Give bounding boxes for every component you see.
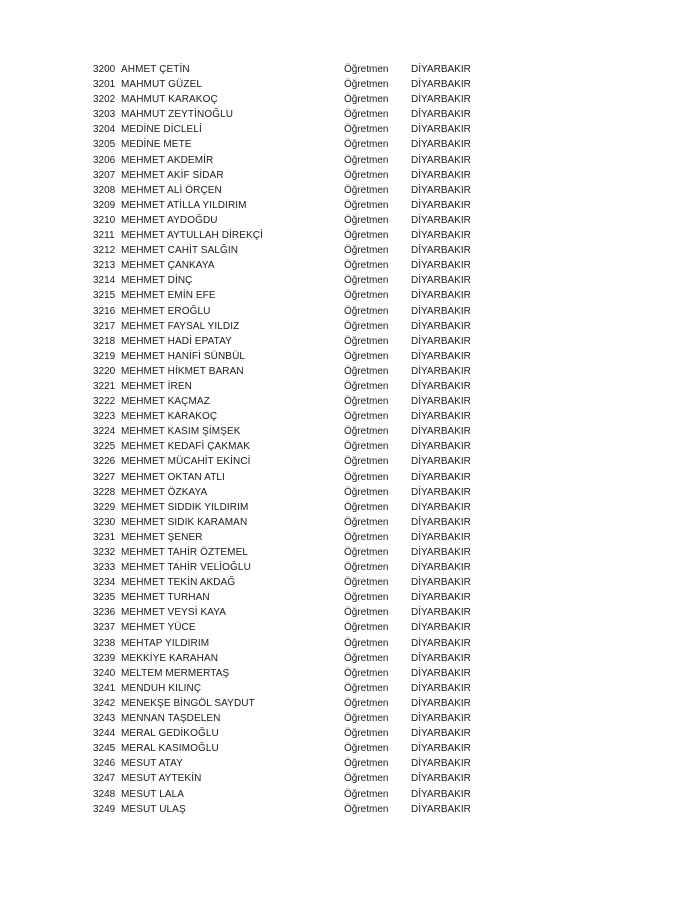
person-role: Öğretmen bbox=[344, 607, 389, 619]
list-row bbox=[0, 92, 700, 107]
person-city: DİYARBAKIR bbox=[411, 592, 471, 604]
row-number: 3206 bbox=[93, 154, 116, 166]
row-number: 3249 bbox=[93, 803, 116, 815]
person-name: MEDİNE DİCLELİ bbox=[121, 124, 202, 136]
list-row bbox=[0, 334, 700, 349]
list-row bbox=[0, 711, 700, 726]
person-city: DİYARBAKIR bbox=[411, 350, 471, 362]
person-role: Öğretmen bbox=[344, 456, 389, 468]
person-role: Öğretmen bbox=[344, 471, 389, 483]
person-name: MEHMET HADİ EPATAY bbox=[121, 335, 232, 347]
person-city: DİYARBAKIR bbox=[411, 275, 471, 287]
person-name: MAHMUT GÜZEL bbox=[121, 79, 203, 91]
person-name: MEHMET ŞENER bbox=[121, 531, 203, 543]
row-number: 3219 bbox=[93, 350, 116, 362]
list-row bbox=[0, 319, 700, 334]
row-number: 3243 bbox=[93, 713, 116, 725]
person-name: AHMET ÇETİN bbox=[121, 64, 190, 75]
person-name: MESUT ULAŞ bbox=[121, 803, 186, 815]
person-role: Öğretmen bbox=[344, 245, 389, 257]
list-row bbox=[0, 545, 700, 560]
list-row bbox=[0, 681, 700, 696]
list-row bbox=[0, 304, 700, 319]
person-city: DİYARBAKIR bbox=[411, 411, 471, 423]
row-number: 3238 bbox=[93, 637, 116, 649]
row-number: 3231 bbox=[93, 531, 116, 543]
row-number: 3247 bbox=[93, 773, 116, 785]
person-role: Öğretmen bbox=[344, 743, 389, 755]
person-city: DİYARBAKIR bbox=[411, 743, 471, 755]
row-number: 3226 bbox=[93, 456, 116, 468]
list-row bbox=[0, 560, 700, 575]
row-number: 3216 bbox=[93, 305, 116, 317]
list-row bbox=[0, 605, 700, 620]
list-row bbox=[0, 741, 700, 756]
row-number: 3237 bbox=[93, 622, 116, 634]
list-row bbox=[0, 349, 700, 364]
person-name: MEHMET MÜCAHİT EKİNCİ bbox=[121, 456, 251, 468]
person-role: Öğretmen bbox=[344, 562, 389, 574]
row-number: 3241 bbox=[93, 682, 116, 694]
person-name: MEHMET ALİ ÖRÇEN bbox=[121, 184, 222, 196]
person-city: DİYARBAKIR bbox=[411, 728, 471, 740]
list-row bbox=[0, 636, 700, 651]
person-city: DİYARBAKIR bbox=[411, 396, 471, 408]
person-role: Öğretmen bbox=[344, 79, 389, 91]
list-row bbox=[0, 696, 700, 711]
person-role: Öğretmen bbox=[344, 124, 389, 136]
person-city: DİYARBAKIR bbox=[411, 607, 471, 619]
row-number: 3246 bbox=[93, 758, 116, 770]
person-name: MEKKİYE KARAHAN bbox=[121, 652, 219, 664]
person-city: DİYARBAKIR bbox=[411, 79, 471, 91]
person-city: DİYARBAKIR bbox=[411, 320, 471, 332]
list-row bbox=[0, 122, 700, 137]
list-row bbox=[0, 62, 700, 77]
person-city: DİYARBAKIR bbox=[411, 803, 471, 815]
person-name: MEHMET KARAKOÇ bbox=[121, 411, 218, 423]
person-city: DİYARBAKIR bbox=[411, 486, 471, 498]
person-role: Öğretmen bbox=[344, 396, 389, 408]
list-row bbox=[0, 651, 700, 666]
person-role: Öğretmen bbox=[344, 411, 389, 423]
row-number: 3211 bbox=[93, 230, 115, 242]
row-number: 3230 bbox=[93, 516, 116, 528]
row-number: 3229 bbox=[93, 501, 116, 513]
person-name: MEHMET AYDOĞDU bbox=[121, 214, 218, 226]
row-number: 3203 bbox=[93, 109, 116, 121]
person-role: Öğretmen bbox=[344, 773, 389, 785]
row-number: 3220 bbox=[93, 365, 116, 377]
person-name: MEHMET TURHAN bbox=[121, 592, 210, 604]
person-city: DİYARBAKIR bbox=[411, 441, 471, 453]
person-role: Öğretmen bbox=[344, 713, 389, 725]
person-city: DİYARBAKIR bbox=[411, 124, 471, 136]
row-number: 3235 bbox=[93, 592, 116, 604]
person-role: Öğretmen bbox=[344, 184, 389, 196]
person-city: DİYARBAKIR bbox=[411, 667, 471, 679]
person-city: DİYARBAKIR bbox=[411, 788, 471, 800]
person-name: MEHMET VEYSİ KAYA bbox=[121, 607, 227, 619]
row-number: 3236 bbox=[93, 607, 116, 619]
person-role: Öğretmen bbox=[344, 139, 389, 151]
person-name: MEHMET YÜCE bbox=[121, 622, 196, 634]
list-row bbox=[0, 137, 700, 152]
person-name: MAHMUT KARAKOÇ bbox=[121, 94, 218, 106]
list-row bbox=[0, 213, 700, 228]
person-city: DİYARBAKIR bbox=[411, 773, 471, 785]
row-number: 3224 bbox=[93, 426, 116, 438]
person-city: DİYARBAKIR bbox=[411, 184, 471, 196]
list-row bbox=[0, 288, 700, 303]
person-city: DİYARBAKIR bbox=[411, 562, 471, 574]
person-role: Öğretmen bbox=[344, 622, 389, 634]
person-city: DİYARBAKIR bbox=[411, 365, 471, 377]
person-name: MERAL KASIMOĞLU bbox=[121, 743, 219, 755]
person-name: MEHMET EROĞLU bbox=[121, 305, 211, 317]
list-row bbox=[0, 107, 700, 122]
person-role: Öğretmen bbox=[344, 592, 389, 604]
list-row bbox=[0, 454, 700, 469]
person-city: DİYARBAKIR bbox=[411, 456, 471, 468]
person-city: DİYARBAKIR bbox=[411, 335, 471, 347]
person-name: MENDUH KILINÇ bbox=[121, 682, 202, 694]
person-name: MEHMET SIDIK KARAMAN bbox=[121, 516, 248, 528]
list-row bbox=[0, 409, 700, 424]
person-role: Öğretmen bbox=[344, 169, 389, 181]
person-role: Öğretmen bbox=[344, 547, 389, 558]
row-number: 3210 bbox=[93, 214, 116, 226]
row-number: 3204 bbox=[93, 124, 116, 136]
person-city: DİYARBAKIR bbox=[411, 380, 471, 392]
person-city: DİYARBAKIR bbox=[411, 501, 471, 513]
person-city: DİYARBAKIR bbox=[411, 260, 471, 272]
list-row bbox=[0, 198, 700, 213]
list-row bbox=[0, 424, 700, 439]
person-name: MEHMET ÇANKAYA bbox=[121, 260, 215, 272]
list-row bbox=[0, 620, 700, 635]
person-city: DİYARBAKIR bbox=[411, 547, 471, 558]
list-row bbox=[0, 394, 700, 409]
row-number: 3242 bbox=[93, 697, 116, 709]
person-name: MEHMET KAÇMAZ bbox=[121, 396, 210, 408]
list-row bbox=[0, 439, 700, 454]
person-name: MEHMET KASIM ŞİMŞEK bbox=[121, 426, 241, 438]
person-name: MEDİNE METE bbox=[121, 139, 192, 151]
row-number: 3232 bbox=[93, 547, 116, 558]
list-row bbox=[0, 515, 700, 530]
person-name: MERAL GEDİKOĞLU bbox=[121, 728, 219, 740]
list-row bbox=[0, 726, 700, 741]
list-row bbox=[0, 183, 700, 198]
person-role: Öğretmen bbox=[344, 803, 389, 815]
person-city: DİYARBAKIR bbox=[411, 713, 471, 725]
person-name: MEHMET HİKMET BARAN bbox=[121, 365, 244, 377]
person-name: MESUT LALA bbox=[121, 788, 185, 800]
person-city: DİYARBAKIR bbox=[411, 169, 471, 181]
person-role: Öğretmen bbox=[344, 64, 389, 75]
row-number: 3228 bbox=[93, 486, 116, 498]
row-number: 3214 bbox=[93, 275, 116, 287]
person-role: Öğretmen bbox=[344, 320, 389, 332]
list-row bbox=[0, 258, 700, 273]
person-city: DİYARBAKIR bbox=[411, 230, 471, 242]
row-number: 3245 bbox=[93, 743, 116, 755]
list-row bbox=[0, 273, 700, 288]
row-number: 3244 bbox=[93, 728, 116, 740]
person-city: DİYARBAKIR bbox=[411, 637, 471, 649]
person-city: DİYARBAKIR bbox=[411, 290, 471, 302]
list-row bbox=[0, 771, 700, 786]
list-row bbox=[0, 500, 700, 515]
list-row bbox=[0, 168, 700, 183]
row-number: 3221 bbox=[93, 380, 116, 392]
list-row bbox=[0, 77, 700, 92]
person-name: MELTEM MERMERTAŞ bbox=[121, 667, 230, 679]
person-role: Öğretmen bbox=[344, 290, 389, 302]
person-city: DİYARBAKIR bbox=[411, 426, 471, 438]
row-number: 3234 bbox=[93, 577, 116, 589]
person-name: MESUT ATAY bbox=[121, 758, 183, 770]
person-role: Öğretmen bbox=[344, 305, 389, 317]
row-number: 3207 bbox=[93, 169, 116, 181]
list-row bbox=[0, 802, 700, 817]
person-city: DİYARBAKIR bbox=[411, 154, 471, 166]
person-name: MEHMET SIDDIK YILDIRIM bbox=[121, 501, 249, 513]
person-city: DİYARBAKIR bbox=[411, 516, 471, 528]
row-number: 3239 bbox=[93, 652, 116, 664]
list-row bbox=[0, 530, 700, 545]
person-role: Öğretmen bbox=[344, 637, 389, 649]
row-number: 3200 bbox=[93, 64, 116, 75]
list-row bbox=[0, 243, 700, 258]
row-number: 3223 bbox=[93, 411, 116, 423]
person-name: MEHMET AYTULLAH DİREKÇİ bbox=[121, 230, 263, 242]
row-number: 3209 bbox=[93, 199, 116, 211]
person-city: DİYARBAKIR bbox=[411, 652, 471, 664]
person-role: Öğretmen bbox=[344, 577, 389, 589]
person-name: MENNAN TAŞDELEN bbox=[121, 713, 221, 725]
person-city: DİYARBAKIR bbox=[411, 64, 471, 75]
person-city: DİYARBAKIR bbox=[411, 471, 471, 483]
row-number: 3215 bbox=[93, 290, 116, 302]
person-role: Öğretmen bbox=[344, 486, 389, 498]
person-city: DİYARBAKIR bbox=[411, 758, 471, 770]
row-number: 3222 bbox=[93, 396, 116, 408]
person-role: Öğretmen bbox=[344, 365, 389, 377]
list-row bbox=[0, 485, 700, 500]
list-row bbox=[0, 364, 700, 379]
person-name: MEHMET TAHİR ÖZTEMEL bbox=[121, 547, 249, 558]
row-number: 3201 bbox=[93, 79, 116, 91]
person-name: MEHMET TAHİR VELİOĞLU bbox=[121, 562, 251, 574]
person-role: Öğretmen bbox=[344, 380, 389, 392]
person-role: Öğretmen bbox=[344, 275, 389, 287]
person-name: MEHTAP YILDIRIM bbox=[121, 637, 210, 649]
person-city: DİYARBAKIR bbox=[411, 109, 471, 121]
row-number: 3233 bbox=[93, 562, 116, 574]
person-name: MAHMUT ZEYTİNOĞLU bbox=[121, 109, 234, 121]
person-name: MEHMET İREN bbox=[121, 380, 192, 392]
person-name: MEHMET ÖZKAYA bbox=[121, 486, 208, 498]
row-number: 3227 bbox=[93, 471, 116, 483]
row-number: 3205 bbox=[93, 139, 116, 151]
row-number: 3212 bbox=[93, 245, 116, 257]
person-city: DİYARBAKIR bbox=[411, 697, 471, 709]
person-name: MEHMET EMİN EFE bbox=[121, 290, 216, 302]
person-city: DİYARBAKIR bbox=[411, 531, 471, 543]
person-name: MEHMET DİNÇ bbox=[121, 275, 193, 287]
person-role: Öğretmen bbox=[344, 758, 389, 770]
person-city: DİYARBAKIR bbox=[411, 305, 471, 317]
row-number: 3213 bbox=[93, 260, 116, 272]
list-row bbox=[0, 470, 700, 485]
person-role: Öğretmen bbox=[344, 214, 389, 226]
person-city: DİYARBAKIR bbox=[411, 214, 471, 226]
person-name: MEHMET ATİLLA YILDIRIM bbox=[121, 199, 247, 211]
list-row bbox=[0, 787, 700, 802]
person-name: MEHMET HANİFİ SÜNBÜL bbox=[121, 350, 246, 362]
person-role: Öğretmen bbox=[344, 697, 389, 709]
list-row bbox=[0, 379, 700, 394]
person-name: MEHMET AKİF SİDAR bbox=[121, 169, 224, 181]
person-city: DİYARBAKIR bbox=[411, 682, 471, 694]
person-role: Öğretmen bbox=[344, 788, 389, 800]
person-role: Öğretmen bbox=[344, 154, 389, 166]
row-number: 3217 bbox=[93, 320, 116, 332]
person-role: Öğretmen bbox=[344, 728, 389, 740]
person-role: Öğretmen bbox=[344, 501, 389, 513]
person-city: DİYARBAKIR bbox=[411, 94, 471, 106]
person-name: MEHMET TEKİN AKDAĞ bbox=[121, 577, 236, 589]
person-role: Öğretmen bbox=[344, 441, 389, 453]
list-row bbox=[0, 590, 700, 605]
list-row bbox=[0, 228, 700, 243]
list-row bbox=[0, 756, 700, 771]
person-role: Öğretmen bbox=[344, 682, 389, 694]
list-row bbox=[0, 666, 700, 681]
person-name: MEHMET AKDEMİR bbox=[121, 154, 214, 166]
row-number: 3208 bbox=[93, 184, 116, 196]
person-role: Öğretmen bbox=[344, 230, 389, 242]
person-name: MESUT AYTEKİN bbox=[121, 773, 202, 785]
person-role: Öğretmen bbox=[344, 94, 389, 106]
row-number: 3240 bbox=[93, 667, 116, 679]
person-role: Öğretmen bbox=[344, 199, 389, 211]
person-role: Öğretmen bbox=[344, 260, 389, 272]
person-name: MEHMET OKTAN ATLI bbox=[121, 471, 225, 483]
person-city: DİYARBAKIR bbox=[411, 245, 471, 257]
person-role: Öğretmen bbox=[344, 516, 389, 528]
row-number: 3248 bbox=[93, 788, 116, 800]
row-number: 3225 bbox=[93, 441, 116, 453]
person-name: MEHMET CAHİT SALĞIN bbox=[121, 245, 239, 257]
personnel-list bbox=[0, 62, 700, 817]
list-row bbox=[0, 575, 700, 590]
person-role: Öğretmen bbox=[344, 109, 389, 121]
list-row bbox=[0, 153, 700, 168]
person-role: Öğretmen bbox=[344, 531, 389, 543]
person-name: MEHMET FAYSAL YILDIZ bbox=[121, 320, 240, 332]
person-role: Öğretmen bbox=[344, 426, 389, 438]
person-role: Öğretmen bbox=[344, 667, 389, 679]
row-number: 3218 bbox=[93, 335, 116, 347]
person-name: MEHMET KEDAFİ ÇAKMAK bbox=[121, 441, 251, 453]
person-name: MENEKŞE BİNGÖL SAYDUT bbox=[121, 697, 255, 709]
person-city: DİYARBAKIR bbox=[411, 139, 471, 151]
person-role: Öğretmen bbox=[344, 350, 389, 362]
person-role: Öğretmen bbox=[344, 335, 389, 347]
person-city: DİYARBAKIR bbox=[411, 622, 471, 634]
person-role: Öğretmen bbox=[344, 652, 389, 664]
person-city: DİYARBAKIR bbox=[411, 577, 471, 589]
row-number: 3202 bbox=[93, 94, 116, 106]
person-city: DİYARBAKIR bbox=[411, 199, 471, 211]
